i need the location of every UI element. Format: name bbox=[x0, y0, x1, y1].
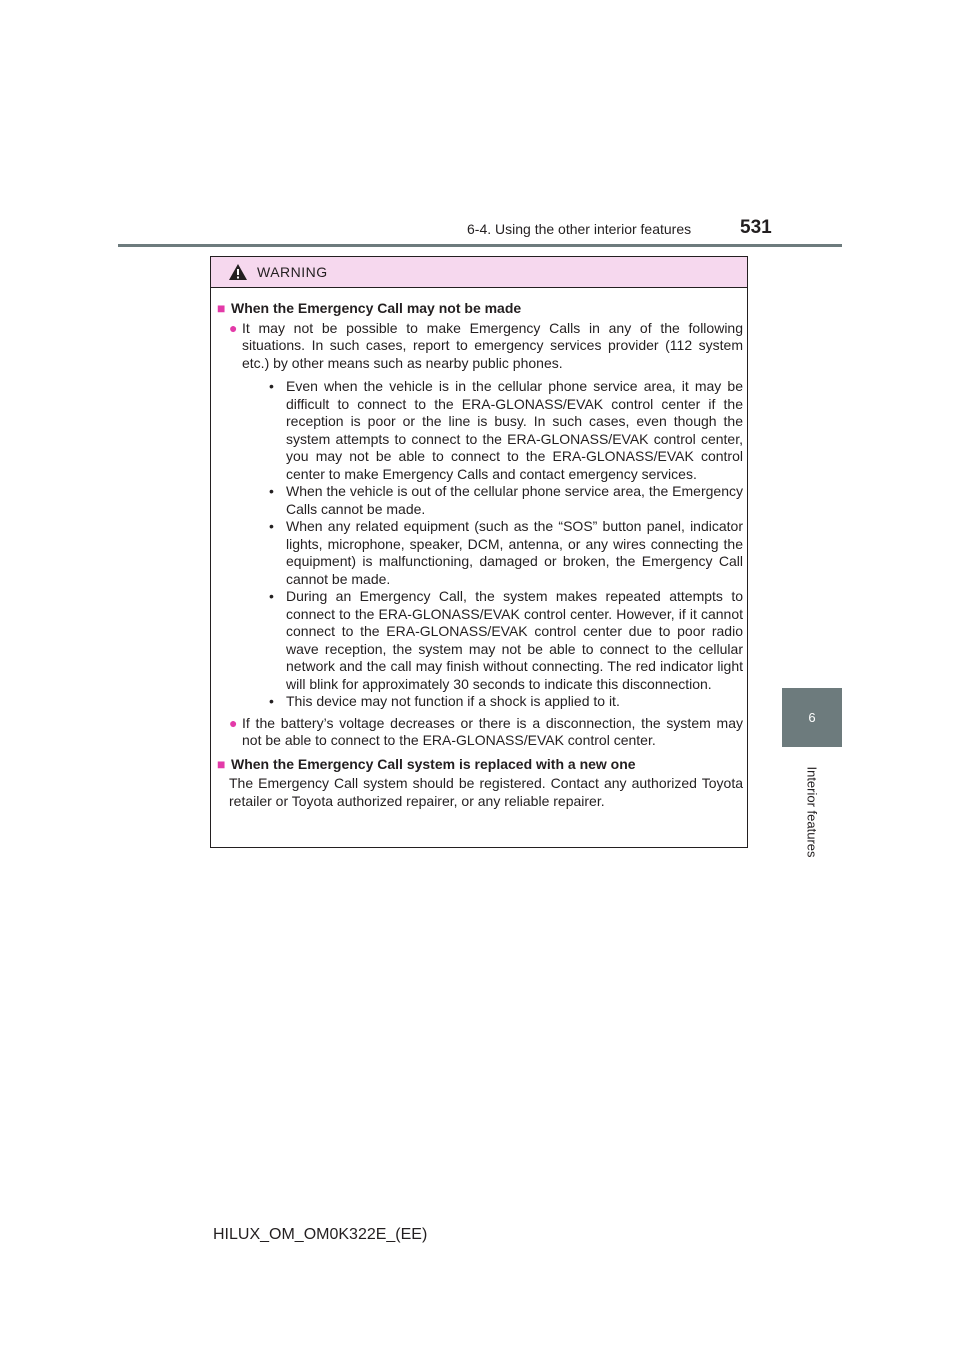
section-title-text: When the Emergency Call may not be made bbox=[231, 300, 522, 316]
dot-bullet: • bbox=[269, 518, 274, 534]
chapter-number: 6 bbox=[808, 710, 816, 725]
sub-list-item: • When the vehicle is out of the cellular phone service area, the Emergency Calls cannot be made. bbox=[269, 483, 743, 517]
list-item bbox=[229, 320, 743, 711]
warning-title: WARNING bbox=[257, 264, 328, 280]
dot-bullet: • bbox=[269, 693, 274, 709]
warning-header bbox=[211, 257, 747, 288]
list-item-text: It may not be possible to make Emergency Calls in any of the following situations. In such cases, report to emergency services provider (112 system etc.) by other means such as nearby public phones. bbox=[242, 319, 743, 371]
section-title-text: When the Emergency Call system is replaced with a new one bbox=[231, 755, 636, 772]
page-number: 531 bbox=[740, 217, 772, 238]
warning-triangle-icon bbox=[228, 263, 248, 281]
list-item-text: If the battery’s voltage decreases or there is a disconnection, the system may not be able to connect to the ERA-GLONASS/EVAK control center. bbox=[242, 714, 743, 748]
sub-list bbox=[267, 378, 743, 711]
circle-bullet: ● bbox=[229, 319, 238, 336]
paragraph: The Emergency Call system should be registered. Contact any authorized Toyota retailer or Toyota authorized repairer, or any reliable repairer. bbox=[229, 775, 743, 809]
warning-box bbox=[210, 256, 748, 848]
section-header: 6-4. Using the other interior features bbox=[467, 221, 692, 237]
header-rule bbox=[118, 244, 842, 247]
document-code: HILUX_OM_OM0K322E_(EE) bbox=[213, 1226, 428, 1243]
section-title bbox=[217, 756, 743, 774]
circle-bullet: ● bbox=[229, 714, 238, 731]
square-bullet: ■ bbox=[217, 300, 226, 316]
list-item bbox=[229, 715, 743, 750]
warning-body bbox=[211, 288, 747, 810]
sub-list-item: • When any related equipment (such as the “SOS” button panel, indicator lights, microphone, speaker, DCM, antenna, or any wires connecting the equipment) is malfunctioning, damaged or broken, the Emergency Call cannot be made. bbox=[269, 518, 743, 587]
dot-bullet: • bbox=[269, 588, 274, 604]
dot-bullet: • bbox=[269, 483, 274, 499]
sub-list-item: • During an Emergency Call, the system makes repeated attempts to connect to the ERA-GLONASS/EVAK control center. However, if it cannot connect to the ERA-GLONASS/EVAK control center due to poor radio wave reception, the system may not be able to connect to the cellular network and the call may finish without connecting. The red indicator light will blink for approximately 30 seconds to indicate this disconnection. bbox=[269, 588, 743, 692]
square-bullet: ■ bbox=[217, 755, 226, 772]
dot-bullet: • bbox=[269, 378, 274, 394]
chapter-tab[interactable] bbox=[782, 688, 842, 747]
chapter-label: Interior features bbox=[804, 766, 820, 858]
sub-list-item: • This device may not function if a shock is applied to it. bbox=[269, 693, 620, 709]
sub-list-item: • Even when the vehicle is in the cellular phone service area, it may be difficult to connect to the ERA-GLONASS/EVAK control center if the reception is poor or the line is busy. In such cases, even though the system attempts to connect to the ERA-GLONASS/EVAK control center, you may not be able to connect to the ERA-GLONASS/EVAK control center to make Emergency Calls and contact emergency services. bbox=[269, 378, 743, 482]
section-title bbox=[217, 300, 743, 318]
